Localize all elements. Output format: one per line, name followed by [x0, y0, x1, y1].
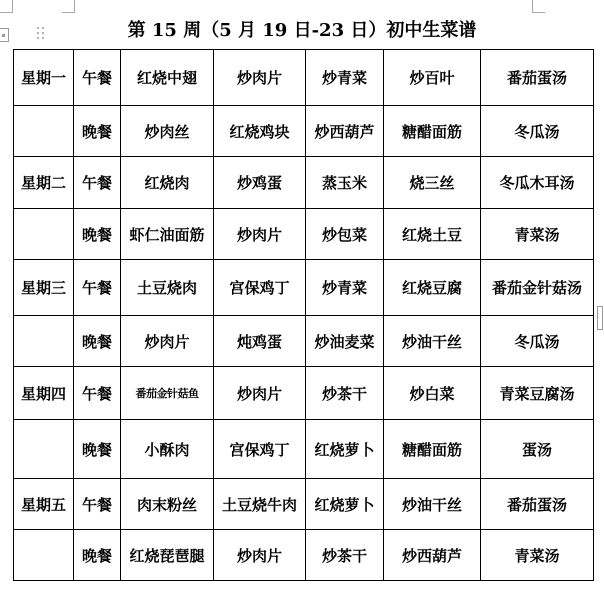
day-cell-empty	[14, 209, 74, 260]
crop-mark-margin-left-horizontal	[62, 12, 75, 13]
dish-cell: 炖鸡蛋	[214, 316, 306, 367]
dish-cell: 炒包菜	[306, 209, 384, 260]
dish-cell: 炒鸡蛋	[214, 157, 306, 209]
day-cell-empty	[14, 420, 74, 479]
day-cell: 星期一	[14, 50, 74, 106]
dish-cell: 宫保鸡丁	[214, 260, 306, 316]
dish-cell: 糖醋面筋	[384, 420, 481, 479]
meal-cell: 晚餐	[74, 530, 121, 581]
dish-cell: 炒肉丝	[121, 106, 214, 157]
dish-cell: 炒青菜	[306, 50, 384, 106]
meal-cell: 晚餐	[74, 209, 121, 260]
menu-row	[14, 157, 594, 209]
dish-cell: 虾仁油面筋	[121, 209, 214, 260]
menu-row	[14, 367, 594, 420]
dish-cell: 红烧中翅	[121, 50, 214, 106]
menu-table	[13, 49, 594, 581]
day-cell: 星期四	[14, 367, 74, 420]
dish-cell: 炒西葫芦	[384, 530, 481, 581]
dish-cell: 炒肉片	[214, 367, 306, 420]
dish-cell: 炒肉片	[214, 530, 306, 581]
soup-cell: 番茄蛋汤	[481, 50, 594, 106]
soup-cell: 冬瓜木耳汤	[481, 157, 594, 209]
dish-cell: 红烧萝卜	[306, 479, 384, 530]
dish-cell: 炒白菜	[384, 367, 481, 420]
menu-row	[14, 260, 594, 316]
dish-cell: 番茄金针菇鱼	[121, 367, 214, 420]
meal-cell: 午餐	[74, 157, 121, 209]
dish-cell: 红烧鸡块	[214, 106, 306, 157]
day-cell-empty	[14, 316, 74, 367]
dish-cell: 炒肉片	[214, 209, 306, 260]
dish-cell: 红烧琵琶腿	[121, 530, 214, 581]
table-edge-marker	[597, 306, 603, 330]
dish-cell: 炒茶干	[306, 367, 384, 420]
dish-cell: 红烧豆腐	[384, 260, 481, 316]
meal-cell: 午餐	[74, 260, 121, 316]
meal-cell: 午餐	[74, 367, 121, 420]
dish-cell: 炒青菜	[306, 260, 384, 316]
dish-cell: 炒油麦菜	[306, 316, 384, 367]
meal-cell: 晚餐	[74, 316, 121, 367]
dish-cell: 小酥肉	[121, 420, 214, 479]
dish-cell: 烧三丝	[384, 157, 481, 209]
menu-row	[14, 50, 594, 106]
dish-cell: 肉末粉丝	[121, 479, 214, 530]
dish-cell: 宫保鸡丁	[214, 420, 306, 479]
dish-cell: 蒸玉米	[306, 157, 384, 209]
dish-cell: 炒茶干	[306, 530, 384, 581]
dish-cell: 炒西葫芦	[306, 106, 384, 157]
soup-cell: 蛋汤	[481, 420, 594, 479]
dish-cell: 土豆烧牛肉	[214, 479, 306, 530]
menu-row	[14, 106, 594, 157]
soup-cell: 冬瓜汤	[481, 106, 594, 157]
meal-cell: 午餐	[74, 479, 121, 530]
menu-row	[14, 530, 594, 581]
soup-cell: 青菜汤	[481, 209, 594, 260]
page-title: 第 15 周（5 月 19 日-23 日）初中生菜谱	[127, 20, 477, 41]
meal-cell: 午餐	[74, 50, 121, 106]
meal-cell: 晚餐	[74, 106, 121, 157]
day-cell: 星期二	[14, 157, 74, 209]
dish-cell: 炒肉片	[214, 50, 306, 106]
dish-cell: 炒百叶	[384, 50, 481, 106]
crop-mark-margin-right-horizontal	[532, 12, 545, 13]
menu-row	[14, 420, 594, 479]
dish-cell: 红烧土豆	[384, 209, 481, 260]
dish-cell: 红烧萝卜	[306, 420, 384, 479]
menu-row	[14, 316, 594, 367]
day-cell-empty	[14, 530, 74, 581]
soup-cell: 番茄蛋汤	[481, 479, 594, 530]
menu-row	[14, 209, 594, 260]
day-cell: 星期五	[14, 479, 74, 530]
dish-cell: 土豆烧肉	[121, 260, 214, 316]
soup-cell: 冬瓜汤	[481, 316, 594, 367]
dish-cell: 炒油干丝	[384, 479, 481, 530]
meal-cell: 晚餐	[74, 420, 121, 479]
dish-cell: 炒油干丝	[384, 316, 481, 367]
dish-cell: 红烧肉	[121, 157, 214, 209]
soup-cell: 青菜汤	[481, 530, 594, 581]
day-cell-empty	[14, 106, 74, 157]
menu-row	[14, 479, 594, 530]
soup-cell: 青菜豆腐汤	[481, 367, 594, 420]
dish-cell: 炒肉片	[121, 316, 214, 367]
crop-mark-left-horizontal	[0, 12, 13, 13]
dish-cell: 糖醋面筋	[384, 106, 481, 157]
day-cell: 星期三	[14, 260, 74, 316]
soup-cell: 番茄金针菇汤	[481, 260, 594, 316]
